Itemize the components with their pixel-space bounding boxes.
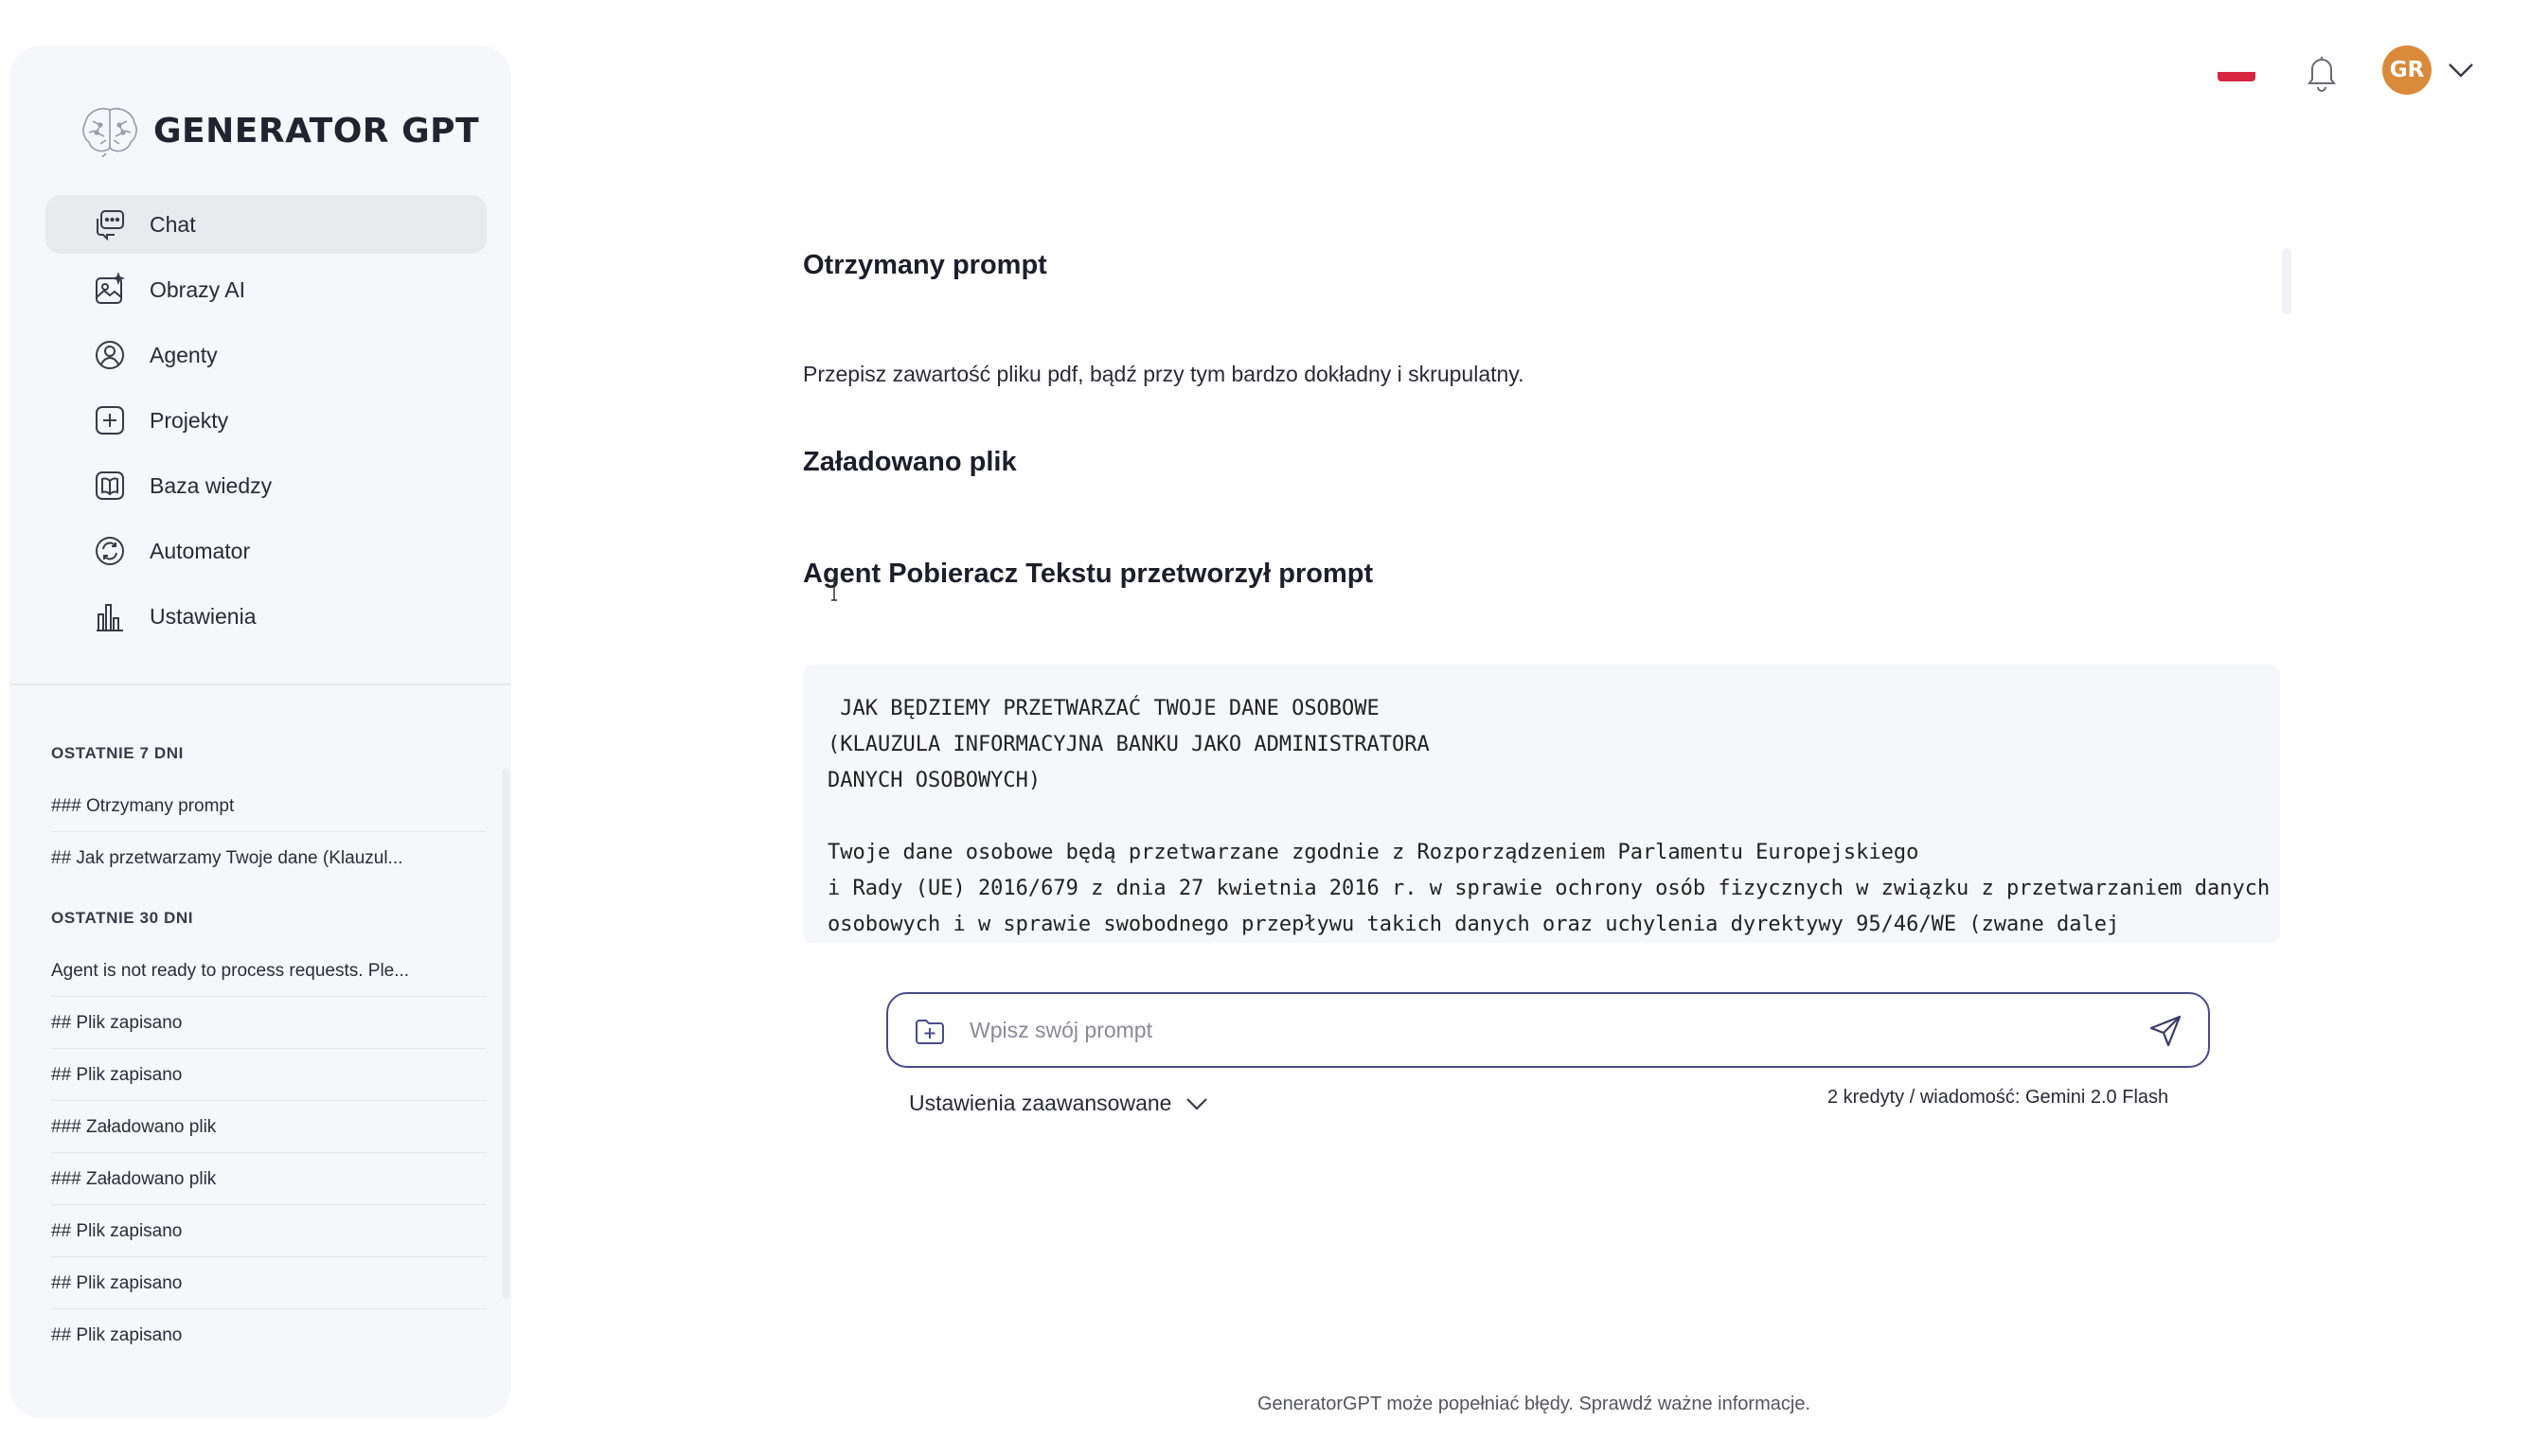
file-loaded-title: Załadowano plik: [803, 447, 1017, 477]
refresh-icon: [93, 534, 127, 568]
agent-icon: [93, 338, 127, 372]
history-item[interactable]: ## Jak przetwarzamy Twoje dane (Klauzul...: [51, 848, 403, 868]
history-item[interactable]: ## Plik zapisano: [51, 1049, 487, 1101]
bar-chart-icon: [93, 599, 127, 633]
code-line: (KLAUZULA INFORMACYJNA BANKU JAKO ADMINISTRATORA: [828, 733, 1430, 756]
history-item[interactable]: ## Plik zapisano: [51, 997, 487, 1049]
content-scrollbar[interactable]: [2282, 248, 2291, 314]
footer-disclaimer: GeneratorGPT może popełniać błędy. Sprawdź ważne informacje.: [1257, 1394, 1810, 1414]
received-prompt-title: Otrzymany prompt: [803, 250, 1047, 280]
text-cursor-icon: [829, 579, 839, 602]
received-prompt-text: Przepisz zawartość pliku pdf, bądź przy tym bardzo dokładny i skrupulatny.: [803, 362, 1524, 386]
chevron-down-icon[interactable]: [2447, 59, 2475, 80]
advanced-settings-label: Ustawienia zaawansowane: [909, 1091, 1172, 1115]
nav-item-obrazy-ai[interactable]: [45, 260, 487, 319]
chat-history: [51, 727, 487, 1361]
sidebar-scrollbar[interactable]: [502, 769, 509, 1299]
extracted-text-block: [803, 665, 2280, 943]
code-line: JAK BĘDZIEMY PRZETWARZAĆ TWOJE DANE OSOBOWE: [828, 697, 1380, 720]
nav-item-automator[interactable]: [45, 522, 487, 580]
chevron-down-icon: [1185, 1094, 1209, 1113]
prompt-input[interactable]: [970, 1011, 2106, 1049]
history-item[interactable]: ### Otrzymany prompt: [51, 780, 487, 832]
history-item[interactable]: ## Plik zapisano: [51, 1205, 487, 1257]
logo-text: GENERATOR GPT: [153, 111, 480, 151]
nav-label: Ustawienia: [150, 603, 257, 629]
app-logo[interactable]: [80, 104, 479, 157]
nav-item-baza-wiedzy[interactable]: [45, 456, 487, 515]
nav-label: Projekty: [150, 407, 229, 433]
main-nav: [45, 195, 487, 652]
advanced-settings-toggle[interactable]: [909, 1091, 1209, 1116]
history-section-title: OSTATNIE 30 DNI: [51, 909, 194, 927]
code-line: i Rady (UE) 2016/679 z dnia 27 kwietnia 2016 r. w sprawie ochrony osób fizycznych w związku z przetwarzaniem danych: [828, 877, 2271, 900]
flag-pl-icon[interactable]: [2218, 62, 2255, 81]
send-icon[interactable]: [2147, 1013, 2183, 1049]
code-line: DANYCH OSOBOWYCH): [828, 769, 1042, 792]
history-section-title: OSTATNIE 7 DNI: [51, 744, 185, 762]
history-item[interactable]: ### Załadowano plik: [51, 1153, 487, 1205]
sidebar-divider: [9, 684, 511, 685]
history-item[interactable]: Agent is not ready to process requests. Ple...: [51, 945, 487, 997]
plus-square-icon: [93, 403, 127, 437]
nav-item-projekty[interactable]: [45, 391, 487, 450]
sidebar: [9, 45, 511, 1418]
nav-label: Baza wiedzy: [150, 472, 273, 498]
image-icon: [93, 273, 127, 307]
history-item[interactable]: ## Plik zapisano: [51, 1325, 183, 1345]
agent-result-title: Agent Pobieracz Tekstu przetworzył prompt: [803, 559, 1374, 589]
nav-label: Agenty: [150, 342, 218, 367]
code-line: [828, 799, 2280, 835]
code-line: osobowych i w sprawie swobodnego przepływu takich danych oraz uchylenia dyrektywy 95/46/WE (zwane dalej: [828, 913, 2120, 936]
prompt-box: [886, 992, 2210, 1068]
nav-label: Obrazy AI: [150, 276, 245, 302]
book-icon: [93, 469, 127, 503]
nav-label: Chat: [150, 211, 196, 237]
nav-item-ustawienia[interactable]: [45, 587, 487, 646]
code-line: Twoje dane osobowe będą przetwarzane zgodnie z Rozporządzeniem Parlamentu Europejskiego: [828, 841, 1919, 864]
nav-item-agenty[interactable]: [45, 326, 487, 384]
credits-info: 2 kredyty / wiadomość: Gemini 2.0 Flash: [1827, 1087, 2169, 1108]
bell-icon[interactable]: [2303, 51, 2341, 93]
nav-item-chat[interactable]: [45, 195, 487, 254]
history-item[interactable]: ### Załadowano plik: [51, 1101, 487, 1153]
avatar[interactable]: GR: [2382, 45, 2432, 95]
history-item[interactable]: ## Plik zapisano: [51, 1257, 487, 1309]
brain-icon: [80, 104, 140, 157]
nav-label: Automator: [150, 538, 251, 563]
add-file-icon[interactable]: [913, 1015, 947, 1049]
chat-icon: [93, 207, 127, 241]
